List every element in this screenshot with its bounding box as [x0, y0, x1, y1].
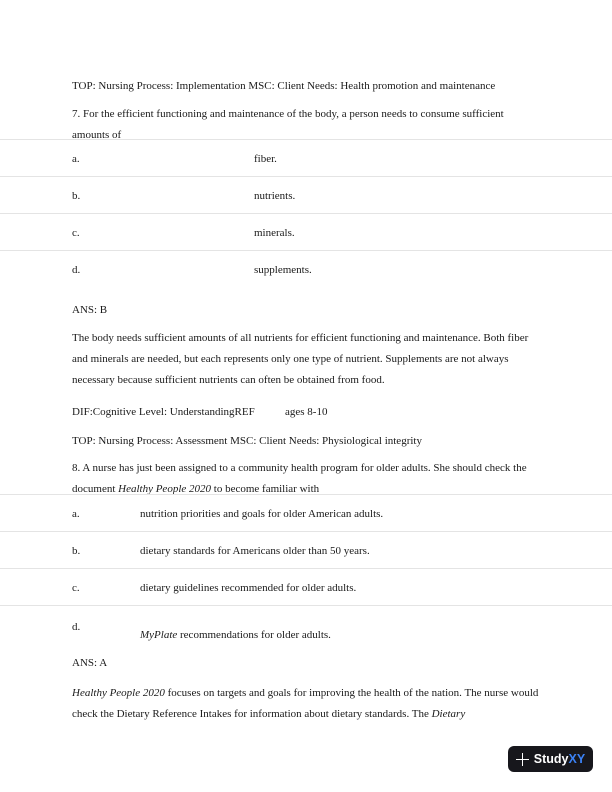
q7-topic-line: TOP: Nursing Process: Assessment MSC: Client Needs: Physiological integrity — [72, 435, 422, 447]
divider — [0, 531, 612, 532]
q7-reference-pages: ages 8-10 — [285, 406, 328, 418]
q7-option-a-text: fiber. — [254, 153, 277, 165]
q8-stem-part1: 8. A nurse has just been assigned to a community health program for older adults. She should check the document — [72, 462, 527, 495]
q8-rationale-text: focuses on targets and goals for improving the health of the nation. The nurse would check the Dietary Reference Intakes for information about dietary standards. The — [72, 687, 539, 720]
q8-option-b-text: dietary standards for Americans older than 50 years. — [140, 545, 370, 557]
q7-option-b-letter: b. — [72, 190, 81, 202]
q8-rationale — [72, 683, 542, 725]
q7-option-d-letter: d. — [72, 264, 81, 276]
plus-icon — [516, 753, 529, 766]
q8-stem-italic: Healthy People 2020 — [118, 483, 212, 495]
topic-line: TOP: Nursing Process: Implementation MSC: Client Needs: Health promotion and maintenance — [72, 80, 496, 92]
divider — [0, 176, 612, 177]
divider — [0, 494, 612, 495]
q7-option-a-letter: a. — [72, 153, 80, 165]
q7-rationale: The body needs sufficient amounts of all nutrients for efficient functioning and maintenance. Both fiber and minerals are needed, but each represents only one type of nutrient. Supplements are not always necessary because sufficient nutrients can often be obtained from food. — [72, 332, 529, 386]
q7-option-b-text: nutrients. — [254, 190, 296, 202]
q7-option-c-text: minerals. — [254, 227, 295, 239]
divider — [0, 605, 612, 606]
badge-label — [534, 752, 585, 766]
q8-option-a-letter: a. — [72, 508, 80, 520]
q7-option-d-text: supplements. — [254, 264, 312, 276]
q8-rationale-italic-2: Dietary — [431, 708, 466, 720]
studyxy-badge[interactable] — [508, 746, 593, 772]
q8-option-a-text: nutrition priorities and goals for older American adults. — [140, 508, 384, 520]
q8-answer: ANS: A — [72, 657, 108, 669]
q7-answer: ANS: B — [72, 304, 108, 316]
q8-stem-part2: to become familiar with — [211, 483, 320, 495]
q8-option-c-text: dietary guidelines recommended for older adults. — [140, 582, 357, 594]
q8-option-d-italic: MyPlate — [140, 629, 178, 641]
badge-label-main: Study — [533, 752, 569, 766]
divider — [0, 250, 612, 251]
q8-option-d-rest: recommendations for older adults. — [177, 629, 331, 641]
divider — [0, 213, 612, 214]
question-7-stem: 7. For the efficient functioning and maintenance of the body, a person needs to consume sufficient amounts of — [72, 108, 504, 141]
q7-option-c-letter: c. — [72, 227, 80, 239]
q8-rationale-italic: Healthy People 2020 — [72, 687, 165, 699]
badge-label-accent: XY — [568, 752, 586, 766]
q7-difficulty: DIF:Cognitive Level: UnderstandingREF — [72, 406, 255, 418]
q8-option-c-letter: c. — [72, 582, 80, 594]
divider — [0, 568, 612, 569]
divider — [0, 139, 612, 140]
q8-option-d-text — [140, 628, 331, 642]
q8-option-d-letter: d. — [72, 621, 81, 633]
q8-option-b-letter: b. — [72, 545, 81, 557]
